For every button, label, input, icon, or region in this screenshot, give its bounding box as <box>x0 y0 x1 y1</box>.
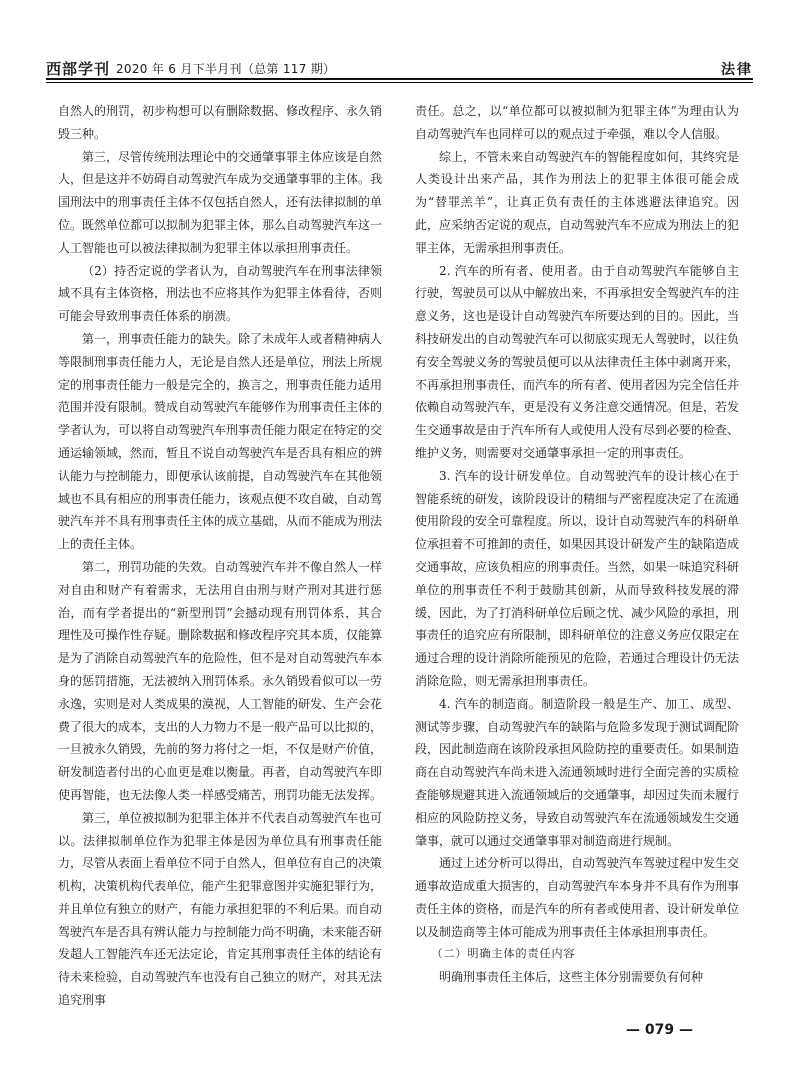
issue-info: 2020 年 6 月下半月刊（总第 117 期） <box>116 62 336 76</box>
section-label: 法律 <box>721 62 753 78</box>
paragraph: 综上，不管未来自动驾驶汽车的智能程度如何，其终究是人类设计出来产品，其作为刑法上的犯罪主体很可能会成为“替罪羔羊”，让真正负有责任的主体逃避法律追究。因此，应采纳否定说的观点，自动驾驶汽车不应成为刑法上的犯罪主体，无需承担刑事责任。 <box>415 149 740 255</box>
paragraph: 2. 汽车的所有者、使用者。由于自动驾驶汽车能够自主行驶，驾驶员可以从中解放出来，不再承担安全驾驶汽车的注意义务，这也是设计自动驾驶汽车所要达到的目的。因此，当科技研发出的自动驾驶汽车可以彻底实现无人驾驶时，以往负有安全驾驶义务的驾驶员便可以从法律责任主体中剥离开来，不再承担刑事责任，而汽车的所有者、使用者因为完全信任并依赖自动驾驶汽车，更是没有义务注意交通情况。但是，若发生交通事故是由于汽车所有人或使用人没有尽到必要的检查、维护义务，则需要对交通肇事承担一定的刑事责任。 <box>415 263 740 460</box>
header-rule-thin <box>46 82 753 83</box>
journal-logo: 西部学刊 <box>46 60 111 78</box>
paragraph: 责任。总之，以“单位都可以被拟制为犯罪主体”为理由认为自动驾驶汽车也同样可以的观点过于牵强，难以令人信服。 <box>415 104 739 141</box>
paragraph: 通过上述分析可以得出，自动驾驶汽车驾驶过程中发生交通事故造成重大损害的，自动驾驶汽车本身并不具有作为刑事责任主体的资格，而是汽车的所有者或使用者、设计研发单位以及制造商等主体可能成为刑事责任主体承担刑事责任。 <box>415 856 740 939</box>
page-number: — 079 — <box>626 1022 693 1038</box>
paragraph: 第一，刑事责任能力的缺失。除了未成年人或者精神病人等限制刑事责任能力人，无论是自然人还是单位，刑法上所规定的刑事责任能力一般是完全的，换言之，刑事责任能力适用范围并没有限制。赞成自动驾驶汽车能够作为刑事责任主体的学者认为，可以将自动驾驶汽车刑事责任能力限定在特定的交通运输领域，然而，暂且不说自动驾驶汽车是否具有相应的辨认能力与控制能力，即便承认该前提，自动驾驶汽车在其他领域也不具有相应的刑事责任能力，该观点便不攻自破，自动驾驶汽车并不具有刑事责任主体的成立基础，从而不能成为刑法上的责任主体。 <box>58 331 383 552</box>
paragraph: 第三，单位被拟制为犯罪主体并不代表自动驾驶汽车也可以。法律拟制单位作为犯罪主体是因为单位具有刑事责任能力，尽管从表面上看单位不同于自然人，但单位有自己的决策机构，决策机构代表单位，能产生犯罪意图并实施犯罪行为，并且单位有独立的财产，有能力承担犯罪的不利后果。而自动驾驶汽车是否具有辨认能力与控制能力尚不明确，未来能否研发超人工智能汽车还无法定论，肯定其刑事责任主体的结论有待未来检验，自动驾驶汽车也没有自己独立的财产，对其无法追究刑事 <box>58 810 383 1008</box>
article-body <box>58 100 739 1030</box>
paragraph: 3. 汽车的设计研发单位。自动驾驶汽车的设计核心在于智能系统的研发，该阶段设计的精细与严密程度决定了在流通使用阶段的安全可靠程度。所以，设计自动驾驶汽车的科研单位承担着不可推卸的责任，如果因其设计研发产生的缺陷造成交通事故，应该负相应的刑事责任。当然，如果一味追究科研单位的刑事责任不利于鼓励其创新，从而导致科技发展的滞缓，因此，为了打消科研单位后顾之忧、减少风险的承担，刑事责任的追究应有所限制，即科研单位的注意义务应仅限定在通过合理的设计消除所能预见的危险，若通过合理设计仍无法消除危险，则无需承担刑事责任。 <box>415 468 740 688</box>
header-rule-thick <box>46 78 753 80</box>
paragraph: 明确刑事责任主体后，这些主体分别需要负有何种 <box>439 970 704 985</box>
left-column <box>58 100 382 1012</box>
paragraph: 第三，尽管传统刑法理论中的交通肇事罪主体应该是自然人，但是这并不妨碍自动驾驶汽车成为交通肇事罪的主体。我国刑法中的刑事责任主体不仅包括自然人，还有法律拟制的单位。既然单位都可以拟制为犯罪主体，那么自动驾驶汽车这一人工智能也可以被法律拟制为犯罪主体以承担刑事责任。 <box>58 149 383 255</box>
page-header <box>46 52 753 82</box>
right-column <box>415 100 739 989</box>
paragraph: 第二，刑罚功能的失效。自动驾驶汽车并不像自然人一样对自由和财产有着需求，无法用自由刑与财产刑对其进行惩治，而有学者提出的“新型刑罚”会撼动现有刑罚体系，其合理性及可操作性存疑。删除数据和修改程序究其本质，仅能算是为了消除自动驾驶汽车的危险性，但不是对自动驾驶汽车本身的惩罚措施，无法被纳入刑罚体系。永久销毁看似可以一劳永逸，实则是对人类成果的漠视，人工智能的研发、生产会花费了很大的成本，支出的人力物力不是一般产品可以比拟的，一旦被永久销毁，先前的努力将付之一炬，不仅是财产价值，研发制造者付出的心血更是难以衡量。再者，自动驾驶汽车即使再智能，也无法像人类一样感受痛苦，刑罚功能无法发挥。 <box>58 559 383 802</box>
paragraph: 自然人的刑罚，初步构想可以有删除数据、修改程序、永久销毁三种。 <box>58 104 383 141</box>
subsection-heading: （二）明确主体的责任内容 <box>431 947 576 961</box>
paragraph: （2）持否定说的学者认为，自动驾驶汽车在刑事法律领域不具有主体资格，刑法也不应将其作为犯罪主体看待，否则可能会导致刑事责任体系的崩溃。 <box>58 263 383 324</box>
paragraph: 4. 汽车的制造商。制造阶段一般是生产、加工、成型、测试等步骤，自动驾驶汽车的缺陷与危险多发现于测试调配阶段，因此制造商在该阶段承担风险防控的重要责任。如果制造商在自动驾驶汽车尚未进入流通领域时进行全面完善的实质检查能够规避其进入流通领域后的交通肇事，却因过失而未履行相应的风险防控义务，导致自动驾驶汽车在流通领域发生交通肇事，就可以通过交通肇事罪对制造商进行规制。 <box>415 696 740 848</box>
